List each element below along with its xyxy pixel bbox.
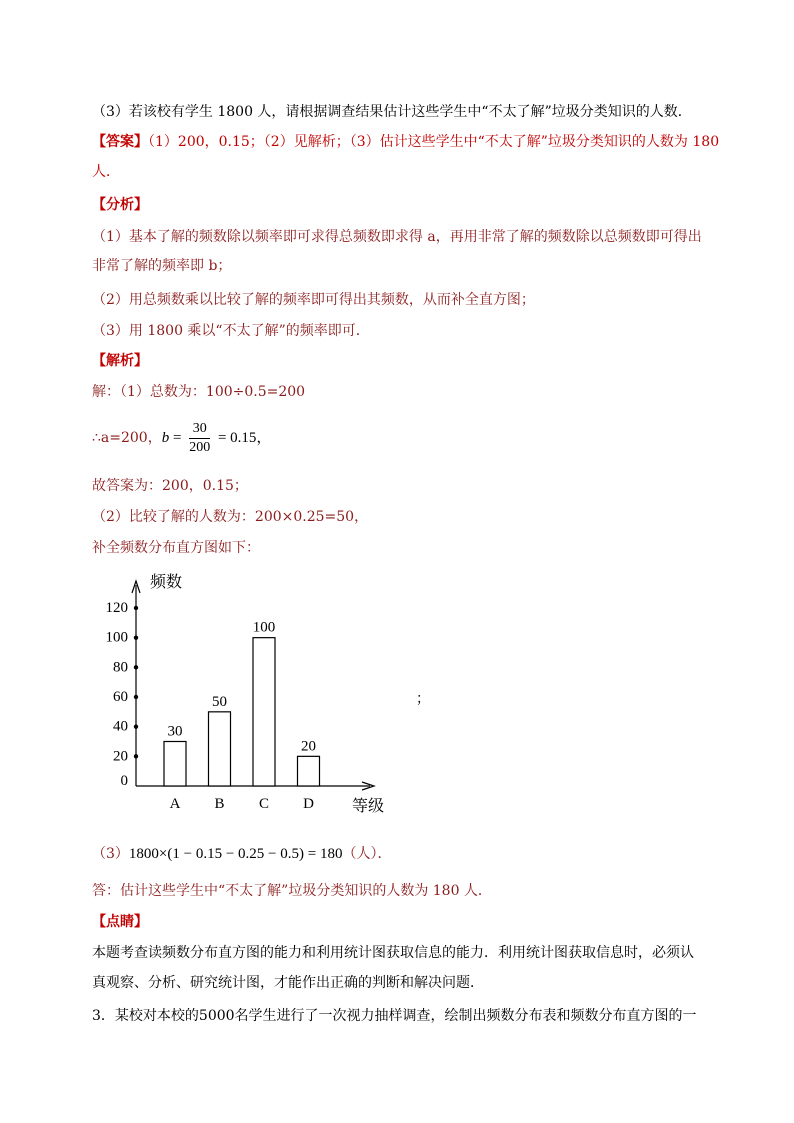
next-question: 3．某校对本校的5000名学生进行了一次视力抽样调查，绘制出频数分布表和频数分布直方图的一	[92, 1008, 697, 1024]
solution-6-math: 1800×(1 − 0.15 − 0.25 − 0.5) = 180	[128, 846, 343, 862]
answer-line-1	[92, 132, 719, 152]
analysis-1a: （1）基本了解的频数除以频率即可求得总频数即求得 a，再用非常了解的频数除以总频数即可得出	[92, 229, 702, 245]
fraction-denominator: 200	[189, 439, 211, 455]
y-tick-dot	[134, 665, 138, 669]
analysis-2: （2）用总频数乘以比较了解的频率即可得出其频数，从而补全直方图；	[92, 292, 535, 308]
comment-label: 【点睛】	[92, 914, 148, 930]
x-tick-label: A	[169, 796, 181, 812]
conclusion: 答：估计这些学生中“不太了解”垃圾分类知识的人数为 180 人．	[92, 883, 492, 899]
solution-6-prefix: （3）	[92, 846, 129, 862]
question-part-3: （3）若该校有学生 1800 人，请根据调查结果估计这些学生中“不太了解”垃圾分类知识的人数．	[92, 104, 692, 120]
solution-6	[92, 844, 391, 864]
bar	[164, 742, 186, 787]
x-tick-label: C	[258, 796, 270, 812]
analysis-3: （3）用 1800 乘以“不太了解”的频率即可．	[92, 323, 370, 339]
bar-value-label: 30	[167, 723, 183, 740]
fraction	[189, 420, 210, 457]
y-axis-label: 频数	[150, 572, 183, 591]
solution-2	[92, 418, 271, 458]
y-tick-label: 80	[113, 659, 128, 676]
y-tick-label: 20	[113, 748, 128, 765]
chart-layer	[106, 572, 385, 815]
histogram-chart	[100, 565, 400, 820]
y-tick-label: 40	[113, 718, 128, 735]
solution-5: 补全频数分布直方图如下：	[92, 540, 260, 556]
y-tick-dot	[134, 754, 138, 758]
y-tick-dot	[134, 606, 138, 610]
x-axis-label: 等级	[352, 796, 385, 815]
solution-3: 故答案为：200，0.15；	[92, 478, 248, 494]
x-tick-label: B	[214, 796, 225, 812]
bar-value-label: 20	[301, 738, 316, 755]
chart-semicolon: ；	[416, 691, 430, 707]
y-tick-label: 100	[105, 629, 128, 646]
answer-line-2: 人．	[92, 164, 120, 180]
comment-2: 真观察、分析、研究统计图，才能作出正确的判断和解决问题．	[92, 975, 484, 991]
solution-4: （2）比较了解的人数为：200×0.25=50，	[92, 509, 369, 525]
answer-label: 【答案】	[92, 134, 148, 150]
equals-sign: =	[169, 430, 186, 446]
y-tick-label: 60	[113, 689, 128, 705]
fraction-result: = 0.15，	[214, 430, 272, 446]
x-tick-label: D	[303, 796, 314, 812]
y-tick-dot	[134, 635, 138, 639]
solution-6-suffix: （人）．	[342, 846, 392, 862]
bar-value-label: 100	[252, 619, 276, 636]
comment-1: 本题考查读频数分布直方图的能力和利用统计图获取信息的能力．利用统计图获取信息时，必须认	[92, 945, 694, 961]
y-tick-dot	[134, 695, 138, 699]
solution-2-prefix: ∴a=200，	[92, 430, 162, 446]
bar-value-label: 50	[212, 693, 227, 710]
variable-b: b	[161, 430, 170, 446]
fraction-numerator: 30	[189, 420, 210, 439]
bar	[209, 712, 231, 786]
solution-1: 解：（1）总数为：100÷0.5=200	[92, 384, 306, 400]
analysis-1b: 非常了解的频率即 b；	[92, 258, 232, 274]
bar	[298, 756, 320, 786]
solution-label: 【解析】	[92, 353, 148, 369]
analysis-label: 【分析】	[92, 197, 148, 213]
y-tick-dot	[134, 724, 138, 728]
y-tick-label: 120	[105, 600, 128, 616]
answer-text: （1）200，0.15；（2）见解析；（3）估计这些学生中“不太了解”垃圾分类知识的人数为 180	[148, 134, 720, 150]
bar	[253, 638, 275, 786]
y-tick-label: 0	[120, 773, 128, 789]
